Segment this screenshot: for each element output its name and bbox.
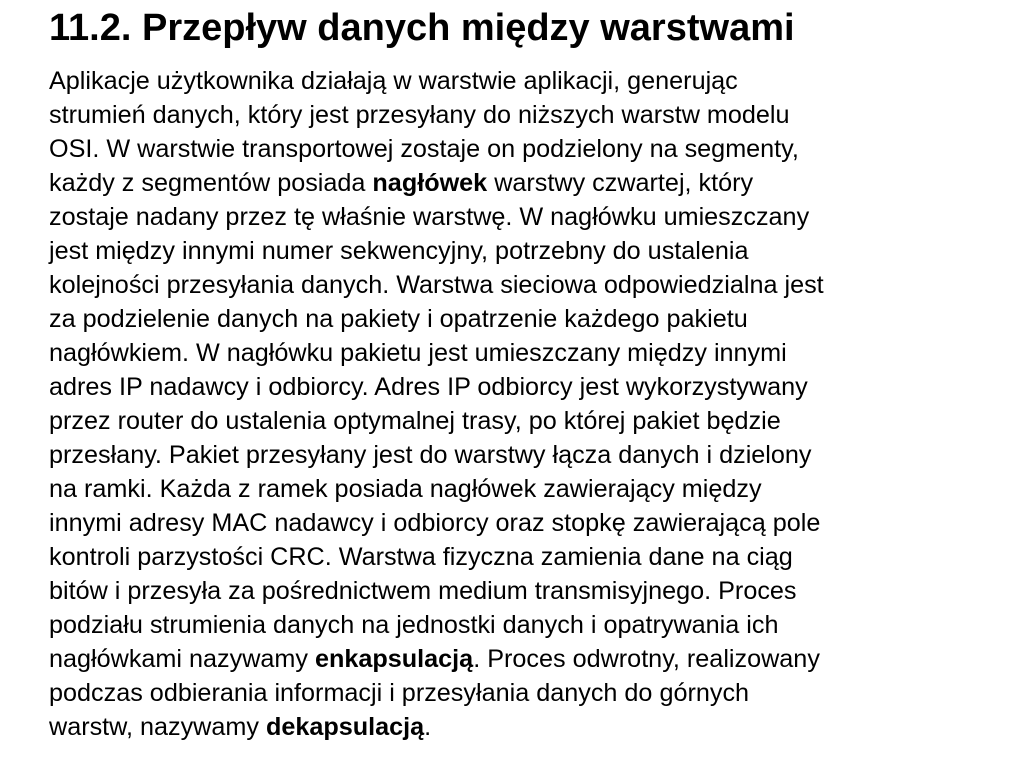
paragraph-line <box>49 472 1024 506</box>
paragraph-line <box>49 642 1024 676</box>
text-segment: zostaje nadany przez tę właśnie warstwę. W nagłówku umieszczany <box>49 203 810 231</box>
paragraph-line <box>49 200 1024 234</box>
text-segment: strumień danych, który jest przesyłany do niższych warstw modelu <box>49 101 790 129</box>
paragraph-line <box>49 234 1024 268</box>
text-segment: podczas odbierania informacji i przesyłania danych do górnych <box>49 679 750 707</box>
paragraph-line <box>49 404 1024 438</box>
paragraph-line <box>49 98 1024 132</box>
slide-body-paragraph <box>49 64 1024 744</box>
paragraph-line <box>49 608 1024 642</box>
paragraph-line <box>49 268 1024 302</box>
paragraph-line <box>49 336 1024 370</box>
paragraph-line <box>49 506 1024 540</box>
text-segment: adres IP nadawcy i odbiorcy. Adres IP odbiorcy jest wykorzystywany <box>49 373 808 401</box>
text-segment: bitów i przesyła za pośrednictwem medium transmisyjnego. Proces <box>49 577 797 605</box>
text-segment: . Proces odwrotny, realizowany <box>473 645 820 673</box>
bold-term: nagłówek <box>372 169 488 197</box>
text-segment: za podzielenie danych na pakiety i opatrzenie każdego pakietu <box>49 305 748 333</box>
text-segment: OSI. W warstwie transportowej zostaje on podzielony na segmenty, <box>49 135 799 163</box>
paragraph-line <box>49 540 1024 574</box>
bold-term: dekapsulacją <box>265 713 425 741</box>
text-segment: Aplikacje użytkownika działają w warstwie aplikacji, generując <box>49 67 738 95</box>
paragraph-line <box>49 132 1024 166</box>
paragraph-line <box>49 710 1024 744</box>
paragraph-line <box>49 574 1024 608</box>
paragraph-line <box>49 370 1024 404</box>
text-segment: warstw, nazywamy <box>49 713 266 741</box>
text-segment: nagłówkami nazywamy <box>49 645 315 673</box>
bold-term: enkapsulacją <box>314 645 474 673</box>
text-segment: kontroli parzystości CRC. Warstwa fizyczna zamienia dane na ciąg <box>49 543 793 571</box>
text-segment: innymi adresy MAC nadawcy i odbiorcy oraz stopkę zawierającą pole <box>49 509 821 537</box>
text-segment: każdy z segmentów posiada <box>49 169 373 197</box>
paragraph-line <box>49 64 1024 98</box>
text-segment: warstwy czwartej, który <box>487 169 754 197</box>
text-segment: nagłówkiem. W nagłówku pakietu jest umieszczany między innymi <box>49 339 787 367</box>
slide-title: 11.2. Przepływ danych między warstwami <box>49 7 795 49</box>
text-segment: przesłany. Pakiet przesyłany jest do warstwy łącza danych i dzielony <box>49 441 812 469</box>
paragraph-line <box>49 676 1024 710</box>
paragraph-line <box>49 438 1024 472</box>
text-segment: jest między innymi numer sekwencyjny, potrzebny do ustalenia <box>49 237 749 265</box>
paragraph-line <box>49 166 1024 200</box>
text-segment: kolejności przesyłania danych. Warstwa sieciowa odpowiedzialna jest <box>49 271 824 299</box>
text-segment: na ramki. Każda z ramek posiada nagłówek zawierający między <box>49 475 762 503</box>
text-segment: . <box>424 713 432 741</box>
text-segment: podziału strumienia danych na jednostki danych i opatrywania ich <box>49 611 779 639</box>
paragraph-line <box>49 302 1024 336</box>
text-segment: przez router do ustalenia optymalnej trasy, po której pakiet będzie <box>49 407 781 435</box>
